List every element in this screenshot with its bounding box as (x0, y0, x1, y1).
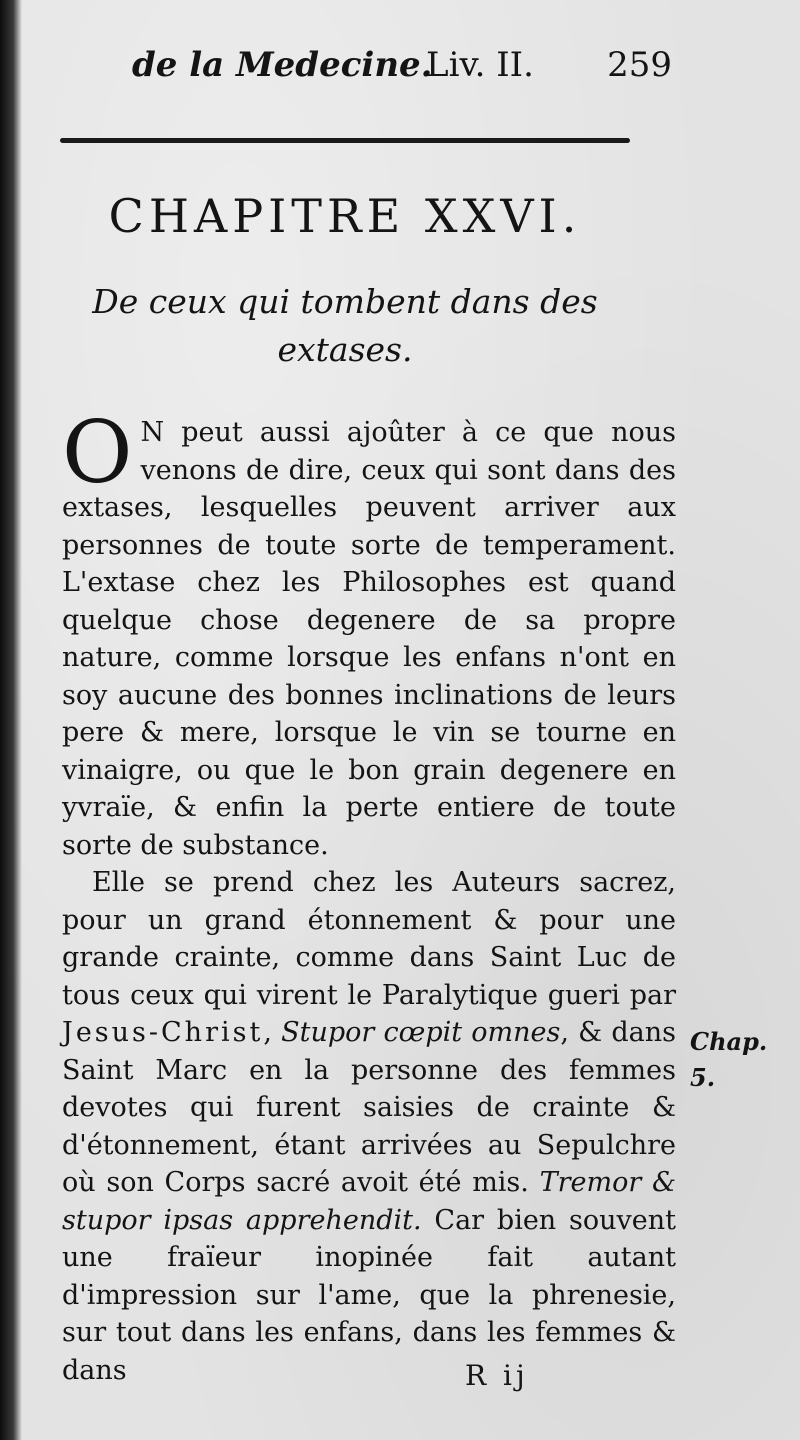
latin-quote-1: Stupor cœpit omnes (281, 1017, 561, 1048)
running-header (132, 40, 672, 90)
paragraph-2-text-a: Elle se prend chez les Auteurs sacrez, pour un grand étonnement & pour une grande crainte, comme dans Saint Luc de tous ceux qui virent le Paralytique gueri par (62, 867, 676, 1011)
body-text (62, 403, 676, 1389)
small-caps-name: Jesus-Christ (62, 1017, 264, 1048)
drop-cap: O (62, 403, 133, 503)
signature-mark: R ij (465, 1359, 529, 1392)
paragraph-1-text: N peut aussi ajoûter à ce que nous venons de dire, ceux qui sont dans des extases, lesquelles peuvent arriver aux personnes de toute sorte de temperament. L'extase chez les Philosophes est quand quelque chose degenere de sa propre nature, comme lorsque les enfans n'ont en soy aucune des bonnes inclinations de leurs pere & mere, lorsque le vin se tourne en vinaigre, ou que le bon grain degenere en yvraïe, & enfin la perte entiere de toute sorte de substance. (62, 417, 676, 861)
paragraph-2-text-b: , (263, 1017, 272, 1048)
page-number: 259 (607, 45, 672, 85)
paragraph-2 (62, 864, 676, 1389)
book-number: Liv. II. (426, 45, 534, 85)
running-title: de la Medecine. (132, 45, 433, 85)
paragraph-1 (62, 403, 676, 864)
paragraph-2-text-d: Car bien souvent une fraïeur inopinée fait autant d'impression sur l'ame, que la phrenesie, sur tout dans les enfans, dans les femmes & dans (62, 1204, 676, 1386)
latin-quote-2: Tremor & stupor ipsas apprehendit. (62, 1167, 676, 1236)
margin-note: Chap. 5. (690, 1027, 768, 1092)
paragraph-2-text-c: , & dans Saint Marc en la personne des femmes devotes qui furent saisies de crainte & d'étonnement, étant arrivées au Sepulchre où son Corps sacré avoit été mis. (62, 1017, 676, 1198)
header-rule (60, 138, 630, 143)
chapter-title: CHAPITRE XXVI. (108, 189, 582, 243)
chapter-subtitle: De ceux qui tombent dans des extases. (92, 282, 598, 369)
page-gutter-shadow (0, 0, 22, 1440)
